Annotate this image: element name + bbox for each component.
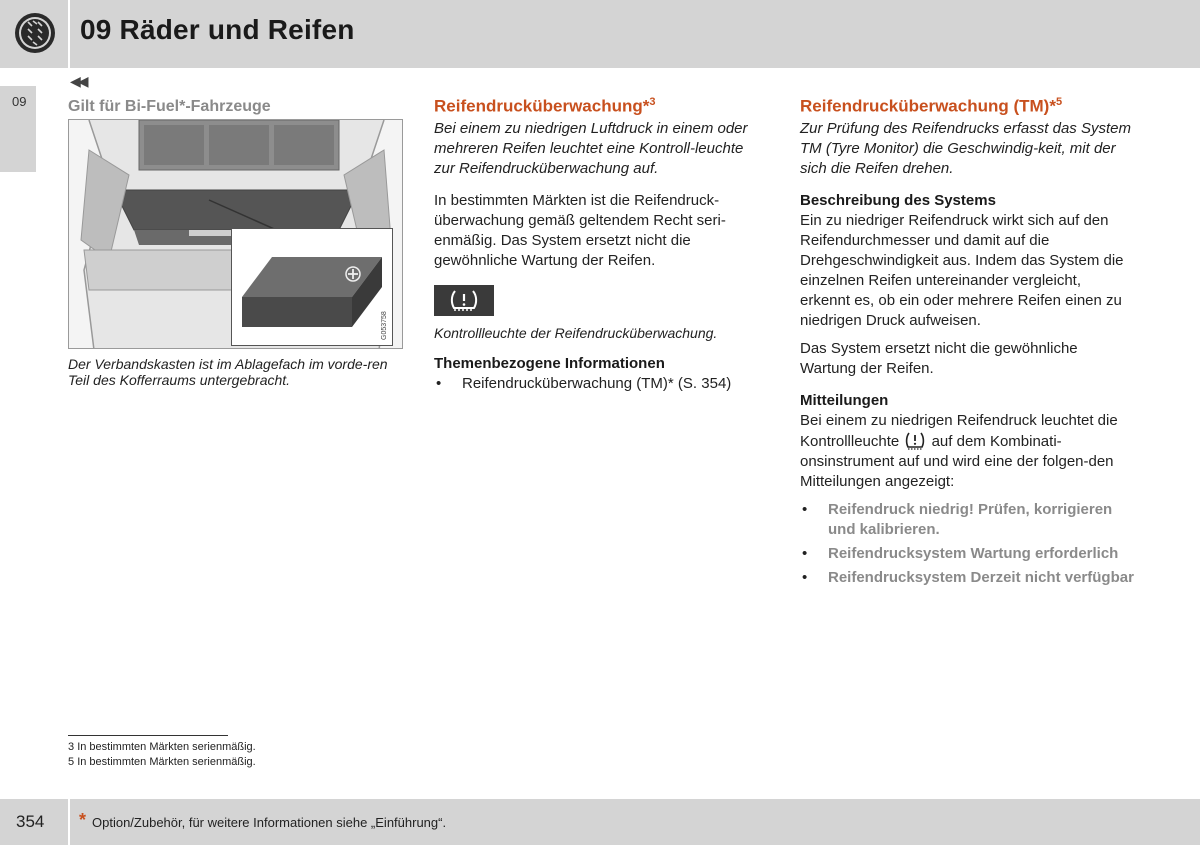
list-item[interactable]: [434, 374, 759, 394]
chapter-tab-label: 09: [12, 94, 27, 109]
messages-heading: Mitteilungen: [800, 391, 889, 409]
footer-separator: [68, 799, 70, 845]
tpms-heading: Reifendrucküberwachung*$^3$: [434, 96, 656, 116]
list-item: [800, 568, 1135, 588]
header-separator: [68, 0, 70, 68]
system-description-text: Ein zu niedriger Reifendruck wirkt sich auf den Reifendurchmesser und damit auf die Drehgeschwindigkeit aus. Indem das System die einzelnen Reifen untereinander vergleicht, erkennt es, ob ein oder mehrere Reifen einen zu niedrigen Druck aufweisen.: [800, 211, 1124, 329]
footnote-ref-3[interactable]: 3: [649, 96, 656, 108]
footnote-3: 3 In bestimmten Märkten serienmäßig.: [68, 741, 256, 753]
trunk-figure-caption: Der Verbandskasten ist im Ablagefach im vorde-ren Teil des Kofferraums untergebracht.: [68, 356, 388, 388]
system-description-heading: Beschreibung des Systems: [800, 191, 996, 209]
option-star-icon: *: [79, 810, 87, 830]
related-link[interactable]: Reifendrucküberwachung (TM)* (S. 354): [462, 374, 732, 392]
tpms-intro: Bei einem zu niedrigen Luftdruck in einem oder mehreren Reifen leuchtet eine Kontroll-leuchte zur Reifendrucküberwachung auf.: [434, 119, 748, 177]
bullet-icon: •: [802, 500, 808, 518]
footnote-divider: [68, 735, 228, 736]
footnote-ref-5[interactable]: 5: [1055, 96, 1063, 108]
tire-pressure-warning-icon: [449, 288, 479, 312]
tire-pressure-warning-icon: [905, 431, 925, 451]
warning-light-caption: Kontrollleuchte der Reifendrucküberwachung.: [434, 324, 718, 341]
bullet-icon: •: [802, 544, 808, 562]
bifuel-heading: Gilt für Bi-Fuel*-Fahrzeuge: [68, 98, 271, 115]
tyre-monitor-column: [800, 96, 1135, 588]
tyre-monitor-intro: Zur Prüfung des Reifendrucks erfasst das System TM (Tyre Monitor) die Geschwindig-keit, mit der sich die Reifen drehen.: [800, 119, 1131, 177]
page-number: 354: [16, 812, 45, 831]
chapter-title: 09 Räder und Reifen: [80, 14, 355, 45]
first-aid-kit-illustration: [232, 229, 392, 345]
list-item: [800, 544, 1135, 564]
bullet-icon: •: [802, 568, 808, 586]
system-description-text-2: Das System ersetzt nicht die gewöhnliche Wartung der Reifen.: [800, 339, 1078, 377]
message-text: Reifendruck niedrig! Prüfen, korrigieren und kalibrieren.: [828, 500, 1113, 538]
tpms-paragraph: In bestimmten Märkten ist die Reifendruck-überwachung gemäß geltendem Recht seri-enmäßig. Das System ersetzt nicht die gewöhnliche Wartung der Reifen.: [434, 191, 726, 269]
related-info-heading: Themenbezogene Informationen: [434, 354, 665, 372]
message-text: Reifendrucksystem Wartung erforderlich: [828, 544, 1119, 562]
footnote-5: 5 In bestimmten Märkten serienmäßig.: [68, 756, 256, 768]
footer-note: Option/Zubehör, für weitere Informationen siehe „Einführung“.: [92, 815, 447, 830]
messages-intro: Bei einem zu niedrigen Reifendruck leuchtet die Kontrollleuchte auf dem Kombinati-onsinstrument auf und wird eine der folgen-den Mitteilungen angezeigt:: [800, 411, 1118, 490]
figure-code: G053758: [381, 311, 388, 340]
first-aid-kit-inset: [231, 228, 393, 346]
message-text: Reifendrucksystem Derzeit nicht verfügbar: [828, 568, 1134, 586]
tpms-warning-light: [434, 285, 494, 316]
tyre-monitor-heading: Reifendrucküberwachung (TM)*$^5$: [800, 96, 1063, 116]
bullet-icon: •: [436, 374, 442, 392]
list-item: [800, 500, 1135, 540]
tpms-column: [434, 96, 759, 394]
back-arrows-icon[interactable]: ◀◀: [70, 73, 86, 89]
tire-icon: [14, 12, 56, 54]
messages-list: [800, 500, 1135, 588]
chapter-icon-box: [0, 0, 68, 68]
